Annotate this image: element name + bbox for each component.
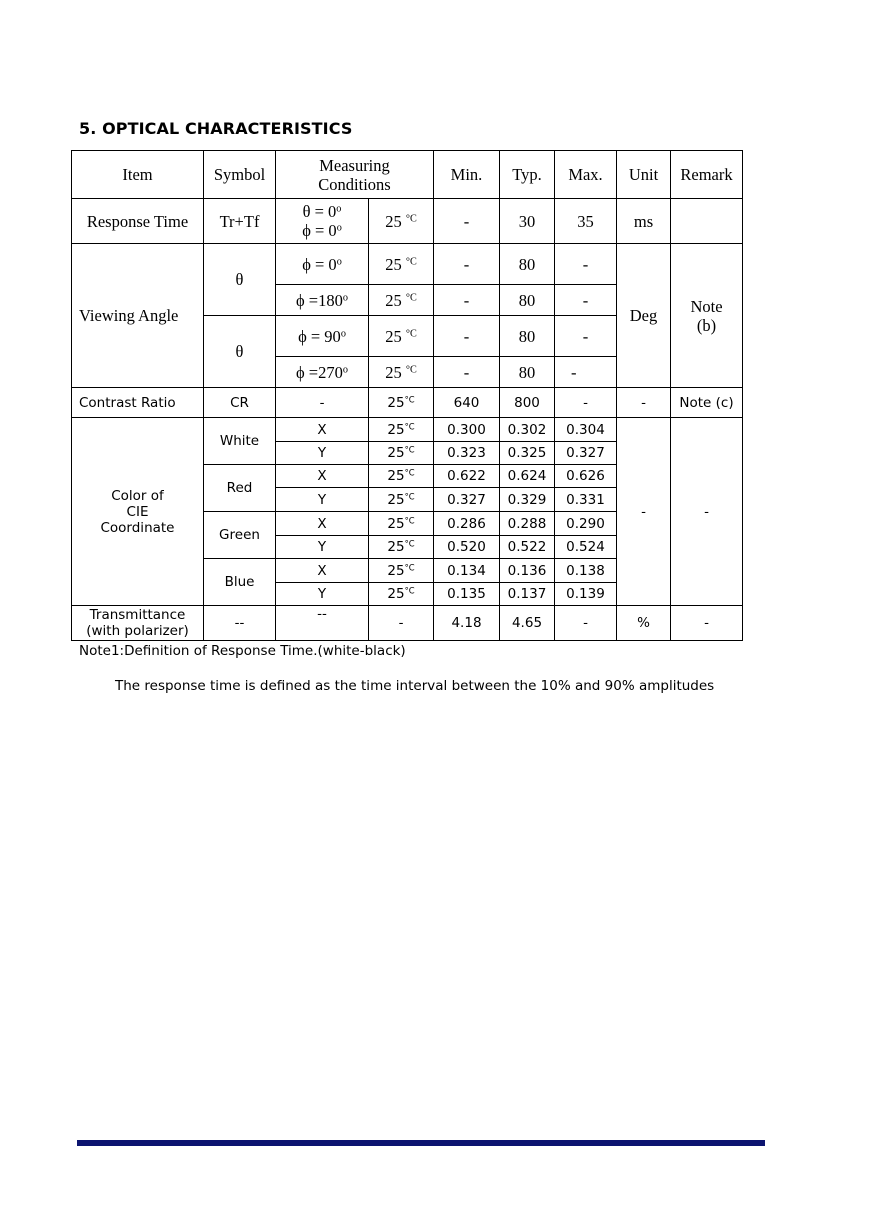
contrast-ratio-row (72, 388, 743, 418)
viewing-angle-min: - (434, 316, 500, 357)
viewing-angle-temperature: 25 $^{^\circ C}$ (369, 357, 434, 388)
response-time-row (72, 199, 743, 244)
contrast-ratio-condition: - (276, 388, 369, 418)
cie-min: 0.135 (434, 583, 500, 606)
response-time-min: - (434, 199, 500, 244)
cie-min: 0.622 (434, 465, 500, 488)
transmittance-remark: - (671, 606, 743, 641)
viewing-angle-typ: 80 (500, 244, 555, 285)
contrast-ratio-min: 640 (434, 388, 500, 418)
section-heading: 5. OPTICAL CHARACTERISTICS (79, 119, 353, 138)
note1-description: The response time is defined as the time interval between the 10% and 90% amplitudes (115, 678, 715, 694)
phi-condition: $\phi = 0^o$ (302, 221, 342, 240)
cie-typ: 0.522 (500, 536, 555, 559)
response-time-remark (671, 199, 743, 244)
cie-temperature: $25^{^\circ C}$ (369, 512, 434, 536)
cie-color-name: Blue (204, 559, 276, 606)
response-time-angle-condition (276, 199, 369, 244)
transmittance-temperature: - (369, 606, 434, 641)
cie-axis: X (276, 559, 369, 583)
cie-max: 0.327 (555, 442, 617, 465)
header-item: Item (72, 151, 204, 199)
viewing-angle-symbol: θ (204, 316, 276, 388)
cie-color-name: Green (204, 512, 276, 559)
viewing-angle-min: - (434, 357, 500, 388)
cie-axis: Y (276, 583, 369, 606)
header-symbol: Symbol (204, 151, 276, 199)
viewing-angle-remark: Note (b) (671, 244, 743, 388)
cie-max: 0.626 (555, 465, 617, 488)
transmittance-max: - (555, 606, 617, 641)
viewing-angle-symbol: θ (204, 244, 276, 316)
transmittance-min: 4.18 (434, 606, 500, 641)
cie-min: 0.300 (434, 418, 500, 442)
viewing-angle-row (72, 244, 743, 285)
cie-row (72, 418, 743, 442)
cie-axis: Y (276, 536, 369, 559)
response-time-typ: 30 (500, 199, 555, 244)
footer-bar (77, 1140, 765, 1146)
cie-typ: 0.302 (500, 418, 555, 442)
header-measuring-conditions: Measuring Conditions (276, 151, 434, 199)
transmittance-condition: -- (276, 606, 369, 641)
cie-typ: 0.325 (500, 442, 555, 465)
viewing-angle-condition: $\phi =270^o$ (276, 357, 369, 388)
header-remark: Remark (671, 151, 743, 199)
cie-min: 0.134 (434, 559, 500, 583)
cie-temperature: $25^{^\circ C}$ (369, 465, 434, 488)
viewing-angle-min: - (434, 244, 500, 285)
viewing-angle-max: - (555, 357, 617, 388)
header-min: Min. (434, 151, 500, 199)
cie-temperature: $25^{^\circ C}$ (369, 488, 434, 512)
table-header-row (72, 151, 743, 199)
cie-color-name: White (204, 418, 276, 465)
cie-axis: X (276, 512, 369, 536)
cie-min: 0.286 (434, 512, 500, 536)
viewing-angle-typ: 80 (500, 285, 555, 316)
cie-item: Color of CIE Coordinate (72, 418, 204, 606)
cie-temperature: $25^{^\circ C}$ (369, 559, 434, 583)
response-time-item: Response Time (72, 199, 204, 244)
contrast-ratio-symbol: CR (204, 388, 276, 418)
response-time-max: 35 (555, 199, 617, 244)
transmittance-row (72, 606, 743, 641)
response-time-unit: ms (617, 199, 671, 244)
contrast-ratio-unit: - (617, 388, 671, 418)
viewing-angle-max: - (555, 244, 617, 285)
viewing-angle-item: Viewing Angle (72, 244, 204, 388)
viewing-angle-min: - (434, 285, 500, 316)
note1-title: Note1:Definition of Response Time.(white-black) (79, 643, 406, 659)
cie-typ: 0.137 (500, 583, 555, 606)
cie-axis: Y (276, 442, 369, 465)
cie-typ: 0.329 (500, 488, 555, 512)
cie-remark: - (671, 418, 743, 606)
viewing-angle-max: - (555, 285, 617, 316)
viewing-angle-temperature: 25 $^{^\circ C}$ (369, 244, 434, 285)
header-unit: Unit (617, 151, 671, 199)
cie-typ: 0.288 (500, 512, 555, 536)
cie-axis: Y (276, 488, 369, 512)
viewing-angle-unit: Deg (617, 244, 671, 388)
cie-axis: X (276, 418, 369, 442)
contrast-ratio-remark: Note (c) (671, 388, 743, 418)
cie-temperature: $25^{^\circ C}$ (369, 583, 434, 606)
contrast-ratio-max: - (555, 388, 617, 418)
cie-max: 0.290 (555, 512, 617, 536)
transmittance-unit: % (617, 606, 671, 641)
transmittance-symbol: -- (204, 606, 276, 641)
cie-typ: 0.136 (500, 559, 555, 583)
viewing-angle-typ: 80 (500, 316, 555, 357)
cie-temperature: $25^{^\circ C}$ (369, 418, 434, 442)
header-typ: Typ. (500, 151, 555, 199)
viewing-angle-condition: $\phi = 0^o$ (276, 244, 369, 285)
cie-max: 0.138 (555, 559, 617, 583)
cie-max: 0.331 (555, 488, 617, 512)
header-max: Max. (555, 151, 617, 199)
optical-characteristics-table (71, 150, 743, 641)
contrast-ratio-temperature: $25^{^\circ C}$ (369, 388, 434, 418)
cie-color-name: Red (204, 465, 276, 512)
cie-max: 0.139 (555, 583, 617, 606)
viewing-angle-condition: $\phi = 90^o$ (276, 316, 369, 357)
cie-typ: 0.624 (500, 465, 555, 488)
cie-unit: - (617, 418, 671, 606)
transmittance-typ: 4.65 (500, 606, 555, 641)
viewing-angle-temperature: 25 $^{^\circ C}$ (369, 285, 434, 316)
contrast-ratio-item: Contrast Ratio (72, 388, 204, 418)
cie-max: 0.524 (555, 536, 617, 559)
viewing-angle-typ: 80 (500, 357, 555, 388)
theta-condition: $\theta = 0^o$ (302, 202, 342, 221)
cie-axis: X (276, 465, 369, 488)
cie-min: 0.327 (434, 488, 500, 512)
contrast-ratio-typ: 800 (500, 388, 555, 418)
transmittance-item: Transmittance (with polarizer) (72, 606, 204, 641)
viewing-angle-temperature: 25 $^{^\circ C}$ (369, 316, 434, 357)
cie-max: 0.304 (555, 418, 617, 442)
cie-temperature: $25^{^\circ C}$ (369, 536, 434, 559)
response-time-temperature: 25 $^{^\circ C}$ (369, 199, 434, 244)
cie-min: 0.520 (434, 536, 500, 559)
cie-min: 0.323 (434, 442, 500, 465)
cie-temperature: $25^{^\circ C}$ (369, 442, 434, 465)
viewing-angle-condition: $\phi =180^o$ (276, 285, 369, 316)
response-time-symbol: Tr+Tf (204, 199, 276, 244)
viewing-angle-max: - (555, 316, 617, 357)
